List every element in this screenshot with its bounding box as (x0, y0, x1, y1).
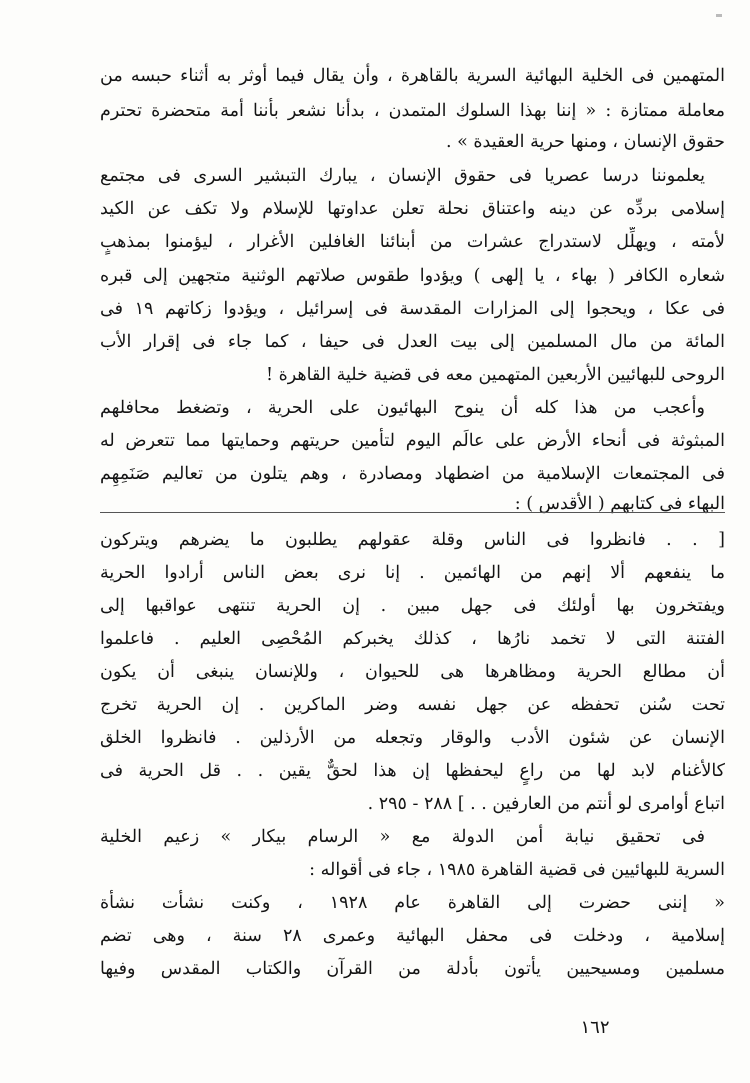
text-line: فى المجتمعات الإسلامية من اضطهاد ومصادرة ، وهم يتلون من تعاليم صَنَمِهِم (100, 464, 725, 484)
text-line: إسلامى بردِّه عن دينه واعتناق نحلة تعلن عداوتها للإسلام ولا تكف عن الكيد (100, 199, 725, 219)
text-line: مسلمين ومسيحيين يأتون بأدلة من القرآن والكتاب المقدس وفيها (100, 959, 725, 979)
text-line: البهاء فى كتابهم ( الأقدس ) : (514, 494, 725, 514)
quote-line: اتباع أوامرى لو أنتم من العارفين . . ] ٢٨٨ - ٢٩٥ . (367, 794, 725, 814)
page-number: ١٦٢ (580, 1017, 610, 1038)
text-line: السرية للبهائيين فى قضية القاهرة ١٩٨٥ ، جاء فى أقواله : (309, 860, 725, 880)
quote-line: أن مطالع الحرية ومظاهرها هى للحيوان ، وللإنسان ينبغى أن يكون (100, 662, 725, 682)
quote-divider (100, 512, 725, 513)
text-line: المبثوثة فى أنحاء الأرض على عالَم اليوم لتأمين حريتهم وحمايتها مما تتعرض له (100, 431, 725, 451)
text-line: « إننى حضرت إلى القاهرة عام ١٩٢٨ ، وكنت نشأت نشأة (100, 893, 725, 913)
quote-line: تحت سُنن تحفظه عن جهل نفسه وضر الماكرين . إن الحرية تخرج (100, 695, 725, 715)
quote-line: الإنسان عن شئون الأدب والوقار وتجعله من الأرذلين . فانظروا الخلق (100, 728, 725, 748)
text-line: المائة من مال المسلمين إلى بيت العدل فى حيفا ، كما جاء فى إقرار الأب (100, 332, 725, 352)
quote-line: كالأغنام لابد لها من راعٍ ليحفظها إن هذا لحقٌّ يقين . . قل الحرية فى (100, 761, 725, 781)
quote-line: ويفتخرون بها أولئك فى جهل مبين . إن الحرية تنتهى عواقبها إلى (100, 596, 725, 616)
text-line: يعلموننا درسا عصريا فى حقوق الإنسان ، يبارك التبشير السرى فى مجتمع (100, 166, 705, 186)
text-line: معاملة ممتازة : « إننا بهذا السلوك المتمدن ، بدأنا نشعر بأننا أمة متحضرة تحترم (100, 101, 725, 121)
text-line: لأمته ، ويهلِّل لاستدراج عشرات من أبنائنا الغافلين الأغرار ، ليؤمنوا بمذهبٍ (100, 232, 725, 252)
text-line: شعاره الكافر ( بهاء ، يا إلهى ) ويؤدوا طقوس صلاتهم الوثنية متجهين إلى قبره (100, 266, 725, 286)
text-line: الروحى للبهائيين الأربعين المتهمين معه فى قضية خلية القاهرة ! (265, 365, 725, 385)
text-line: فى تحقيق نيابة أمن الدولة مع « الرسام بيكار » زعيم الخلية (100, 827, 705, 847)
quote-line: الفتنة التى لا تخمد نارُها ، كذلك يخبركم المُحْصِى العليم . فاعلموا (100, 629, 725, 649)
text-line: حقوق الإنسان ، ومنها حرية العقيدة » . (445, 132, 725, 152)
text-line: المتهمين فى الخلية البهائية السرية بالقاهرة ، وأن يقال فيما أوثر به أثناء حبسه من (100, 66, 725, 86)
quote-line: ما ينفعهم ألا إنهم من الهائمين . إنا نرى بعض الناس أرادوا الحرية (100, 563, 725, 583)
quote-line: [ . . فانظروا فى الناس وقلة عقولهم يطلبون ما يضرهم ويتركون (100, 530, 725, 550)
text-line: فى عكا ، ويحجوا إلى المزارات المقدسة فى إسرائيل ، ويؤدوا زكاتهم ١٩ فى (100, 299, 725, 319)
scan-mark (716, 14, 722, 17)
text-line: إسلامية ، ودخلت فى محفل البهائية وعمرى ٢٨ سنة ، وهى تضم (100, 926, 725, 946)
text-line: وأعجب من هذا كله أن ينوح البهائيون على الحرية ، وتضغط محافلهم (100, 398, 705, 418)
